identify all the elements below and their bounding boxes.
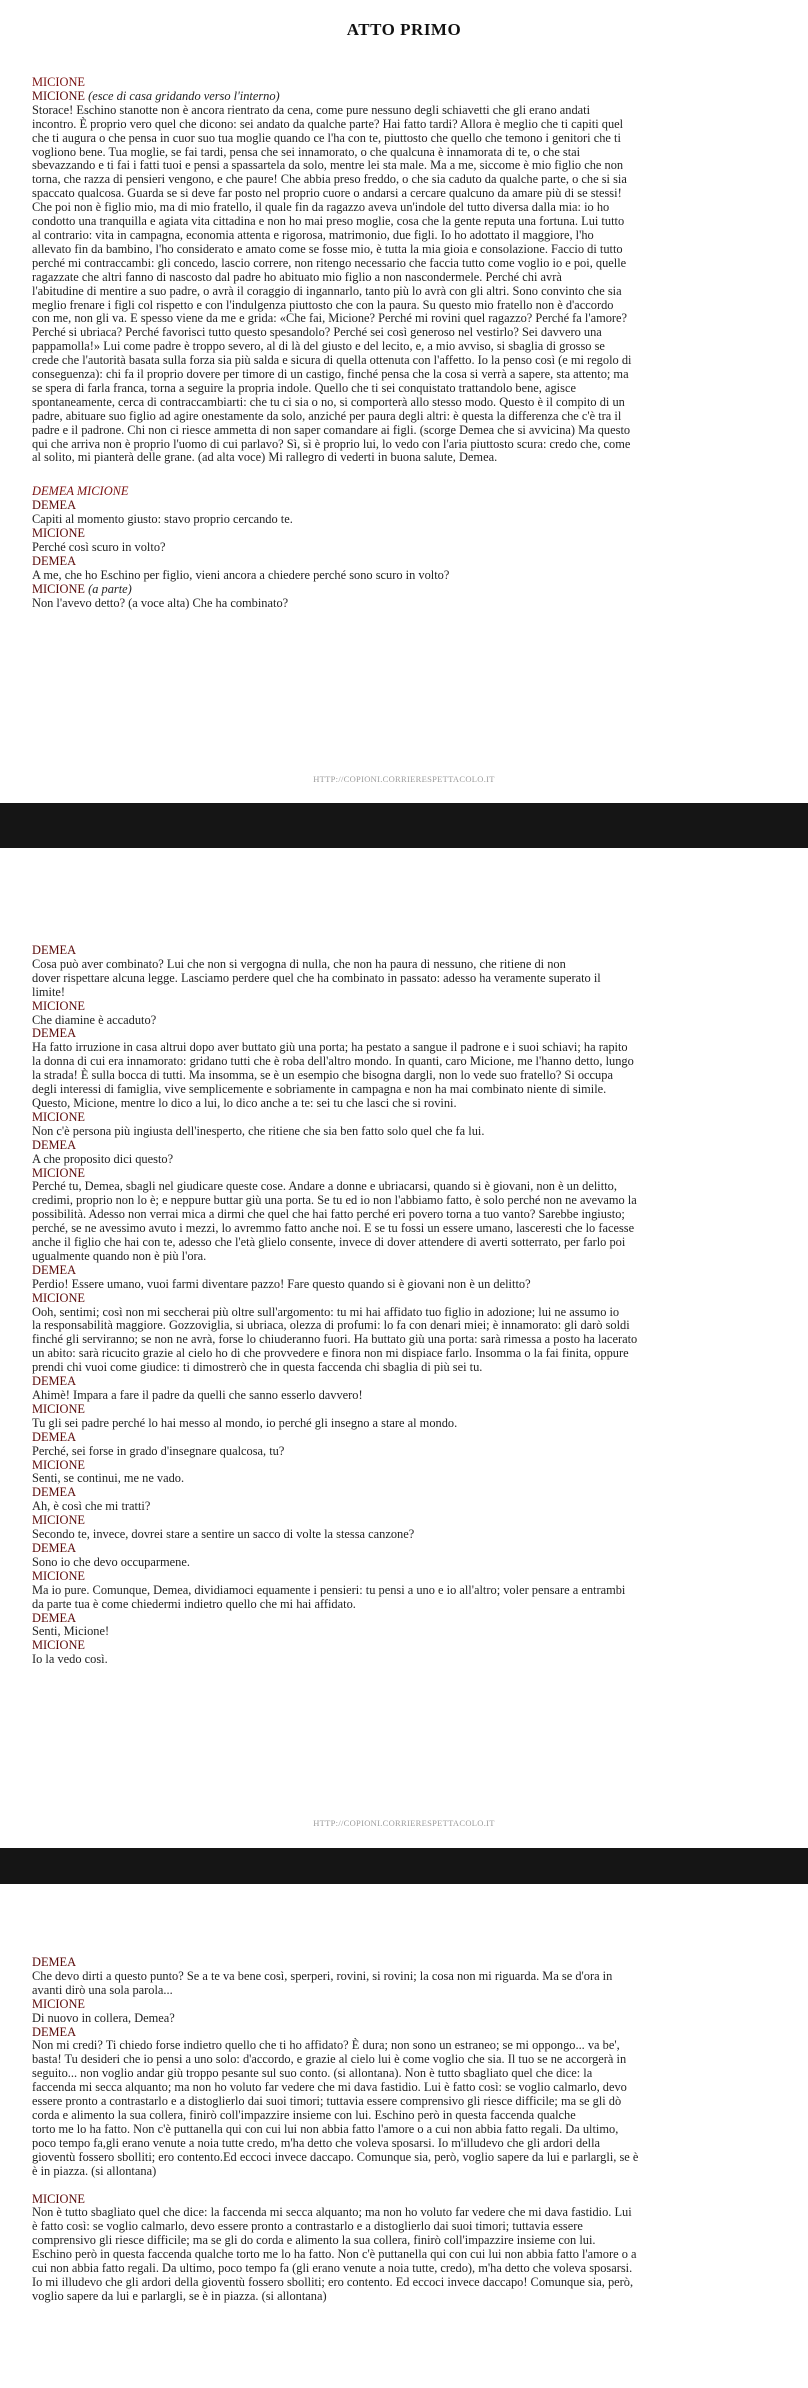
speaker-name: DEMEA <box>32 553 77 568</box>
monologue-line: meglio frenare i figli col rispetto e con l'indulgenza piuttosto che con la paura. Su questo mio fratello non è d'accordo <box>32 297 614 312</box>
monologue-line: Storace! Eschino stanotte non è ancora rientrato da cena, come pure nessuno degli schiavetti che gli erano andati <box>32 102 591 117</box>
speaker-name: MICIONE <box>32 526 85 541</box>
dialogue-line: Non c'è persona più ingiusta dell'inesperto, che ritiene che sia ben fatto solo quel che fa lui. <box>32 1123 485 1138</box>
dialogue-line: A che proposito dici questo? <box>32 1151 174 1166</box>
speaker-name: DEMEA <box>32 1540 77 1555</box>
script-page-2 <box>0 848 808 1848</box>
dialogue-line: Ah, è così che mi tratti? <box>32 1499 151 1514</box>
monologue-line: conseguenza): chi fa il proprio dovere per timore di un castigo, finché pensa che la cosa si verrà a sapere, sta attento; ma <box>32 367 629 382</box>
dialogue-line: è in piazza. (si allontana) <box>32 2163 157 2178</box>
dialogue-line: avanti dirò una sola parola... <box>32 1982 173 1997</box>
speaker-name: MICIONE <box>32 1996 85 2011</box>
dialogue-line: gioventù fossero sbolliti; ero contento.Ed eccoci invece daccapo. Comunque sia, però, voglio sapere da lui e parlargli, se è <box>32 2149 639 2164</box>
speaker-name: DEMEA <box>32 2024 77 2039</box>
speaker-name: MICIONE <box>32 1457 85 1472</box>
dialogue-line: cui non abbia fatto regali. Da ultimo, poco tempo fa (gli erano venute a noia tutte, credo), m'ha detto che voleva sposarsi. <box>32 2261 633 2276</box>
dialogue-line: la donna di cui era innamorato: gridano tutti che è roba dell'altro mondo. In quanti, caro Micione, me l'hanno detto, lungo <box>32 1054 634 1069</box>
page-3-content <box>32 1956 796 2304</box>
dialogue-line: limite! <box>32 984 66 999</box>
dialogue-line: prendi chi vuoi come giudice: ti dimostrerò che in questa faccenda chi sbaglia di più sei tu. <box>32 1360 483 1375</box>
monologue-line: che ti augura o che pensa in cuor suo tua moglie quando ce l'ha con te, piuttosto che quello che temono i genitori che ti <box>32 130 621 145</box>
speaker-name: MICIONE <box>32 1568 85 1583</box>
dialogue-line: un abito: sarà ricucito grazie al cielo ho di che provvedere e finora non mi dispiace farlo. Insomma o la fai finita, oppure <box>32 1346 629 1361</box>
script-page-1 <box>0 0 808 803</box>
dialogue-line: ugualmente quando non è più l'ora. <box>32 1248 207 1263</box>
speaker-name: MICIONE <box>32 1290 85 1305</box>
dialogue-line: Che devo dirti a questo punto? Se a te va bene così, sperperi, rovini, si rovini; la cosa non mi riguarda. Ma se d'ora in <box>32 1968 613 1983</box>
monologue-line: sbevazzando e ti fai i fatti tuoi e pensi a spassartela da solo, mentre lei sta male. Ma a me, siccome è mio figlio che non <box>32 158 624 173</box>
dialogue-line: perché, se ne avessimo avuto i mezzi, lo avremmo fatto anche noi. E se tu fossi un essere umano, lasceresti che lo facesse <box>32 1221 635 1236</box>
script-page-3 <box>0 1884 808 2388</box>
dialogue-line: possibilità. Adesso non verrai mica a dirmi che quel che hai fatto perché eri povero torna a tuo vanto? Sarebbe ingiusto; <box>32 1207 625 1222</box>
monologue-line: qui che arriva non è proprio l'uomo di cui parlavo? Sì, sì è proprio lui, lo vedo con l'aria piuttosto scura: credo che, come <box>32 436 631 451</box>
speaker-name: MICIONE <box>32 581 85 596</box>
speaker-name: MICIONE <box>32 1513 85 1528</box>
dialogue-line: la strada! È sulla bocca di tutti. Ma insomma, se è un esempio che bisogna dargli, non lo vede suo fratello? Si occupa <box>32 1068 613 1083</box>
speaker-name: MICIONE <box>32 1109 85 1124</box>
spacer <box>32 465 796 485</box>
dialogue-line: degli interessi di famiglia, vive semplicemente e sobriamente in campagna e non ha mai combinato niente di simile. <box>32 1082 607 1097</box>
speaker-name: DEMEA <box>32 1374 77 1389</box>
speaker-name: DEMEA <box>32 1262 77 1277</box>
speaker-name: DEMEA <box>32 1137 77 1152</box>
dialogue-line: Perché, sei forse in grado d'insegnare qualcosa, tu? <box>32 1443 285 1458</box>
dialogue-line: credimi, proprio non lo è; e neppure buttar giù una porta. Se tu ed io non l'abbiamo fatto, è solo perché non ne avevamo la <box>32 1193 637 1208</box>
monologue-line: condotto una tranquilla e agiata vita cittadina e non ho mai preso moglie, cosa che la gente reputa una fortuna. Lui tutto <box>32 214 625 229</box>
dialogue-line: Ma io pure. Comunque, Demea, dividiamoci equamente i pensieri: tu pensi a uno e io all'altro; voler pensare a entrambi <box>32 1582 626 1597</box>
monologue-line: perché mi contraccambi: gli concedo, lascio correre, non ritengo necessario che faccia tutto come voglio io e poi, quelle <box>32 255 627 270</box>
stage-direction: (esce di casa gridando verso l'interno) <box>88 88 280 103</box>
act-title: ATTO PRIMO <box>346 20 462 39</box>
dialogue-line: faccenda mi secca alquanto; ma non ho voluto far vedere che mi dava fastidio. Lui è fatto così: se voglio calmarlo, devo <box>32 2080 627 2095</box>
speaker-name: MICIONE <box>32 2191 85 2206</box>
dialogue-line: torto me lo ha fatto. Non c'è puttanella qui con cui lui non abbia fatto l'amore o a cui non abbia fatto regali. Da ultimo, <box>32 2121 619 2136</box>
dialogue-line: poco tempo fa,gli erano venute a noia tutte credo, m'ha detto che voleva sposarsi. Io m'illudevo che gli ardori della <box>32 2135 601 2150</box>
monologue-line: Perché si ubriaca? Perché favorisci tutto questo spesandolo? Perché sei così generoso nel vestirlo? Sei davvero una <box>32 325 602 340</box>
dialogue-line: Che diamine è accaduto? <box>32 1012 157 1027</box>
stage-direction: (a parte) <box>88 581 132 596</box>
speaker-name: MICIONE <box>32 1165 85 1180</box>
monologue-line: al solito, mi pianterà delle grane. (ad alta voce) Mi rallegro di vederti in buona salute, Demea. <box>32 450 498 465</box>
page-1-content <box>32 76 796 611</box>
dialogue-line: Capiti al momento giusto: stavo proprio cercando te. <box>32 512 293 527</box>
dialogue-line: comprensivo gli riesce difficile; ma se gli do corda e alimento la sua collera, finirò coll'impazzire insieme con lui. <box>32 2233 596 2248</box>
spacer <box>32 2179 796 2193</box>
monologue-line: incontro. È proprio vero quel che dicono: sei andato da qualche parte? Hai fatto tardi? Allora è meglio che ti capiti quel <box>32 116 624 131</box>
speaker-name: DEMEA <box>32 1429 77 1444</box>
monologue-line: torna, che razza di pensieri vengono, e che paure! Che abbia preso freddo, o che sia caduto da qualche parte, o che si sia <box>32 172 627 187</box>
dialogue-line: anche il figlio che hai con te, adesso che l'età glielo consente, invece di dover attendere di averti sotterrato, per farlo poi <box>32 1235 626 1250</box>
dialogue-line: Secondo te, invece, dovrei stare a sentire un sacco di volte la stessa canzone? <box>32 1527 415 1542</box>
dialogue-line: Di nuovo in collera, Demea? <box>32 2010 175 2025</box>
monologue-line: pappamolla!» Lui come padre è troppo severo, al di là del giusto e del lecito, e, a mio avviso, si sbaglia di grosso se <box>32 339 605 354</box>
dialogue-line: Perché così scuro in volto? <box>32 540 166 554</box>
monologue-line: spaccato qualcosa. Guarda se si deve far posto nel proprio cuore o andarsi a cercare qualcuno da amare più di se stessi! <box>32 186 622 201</box>
dialogue-line: Io mi illudevo che gli ardori della gioventù fossero sbolliti; ero contento. Ed eccoci invece daccapo! Comunque sia, però, <box>32 2274 634 2289</box>
monologue-line: allevato fin da bambino, l'ho considerato e amato come se fosse mio, è tutta la mia gioia e consolazione. Faccio di tutto <box>32 241 623 256</box>
dialogue-line: basta! Tu desideri che io pensi a uno solo: d'accordo, e grazie al cielo lui è come voglio che sia. Il tuo se ne accorgerà in <box>32 2052 627 2067</box>
monologue-line: crede che l'autorità basata sulla forza sia più salda e sicura di quella ottenuta con l'affetto. Io la penso così (e mi regolo di <box>32 353 632 368</box>
speaker-name: DEMEA <box>32 943 77 957</box>
speaker-name: DEMEA <box>32 1485 77 1500</box>
dialogue-line: Non mi credi? Ti chiedo forse indietro quello che ti ho affidato? È dura; non sono un estraneo; se mi oppongo... va be', <box>32 2038 620 2053</box>
monologue-line: Che poi non è figlio mio, ma di mio fratello, il quale fin da ragazzo aveva un'indole del tutto diversa dalla mia: io ho <box>32 200 610 215</box>
dialogue-line: Cosa può aver combinato? Lui che non si vergogna di nulla, che non ha paura di nessuno, che ritiene di non <box>32 956 566 971</box>
speaker-name: DEMEA <box>32 1610 77 1625</box>
monologue-line: vogliono bene. Tua moglie, se fai tardi, pensa che sei innamorato, o che qualcuna è innamorata di te, o che stai <box>32 144 581 159</box>
speaker-name: DEMEA <box>32 498 77 513</box>
speaker-name: DEMEA <box>32 1026 77 1041</box>
dialogue-line: Ahimè! Impara a fare il padre da quelli che sanno esserlo davvero! <box>32 1388 363 1402</box>
dialogue-line: corda e alimento la sua collera, finirò coll'impazzire insieme con lui. Eschino però in questa faccenda qualche <box>32 2107 576 2122</box>
dialogue-line: A me, che ho Eschino per figlio, vieni ancora a chiedere perché sono scuro in volto? <box>32 567 450 582</box>
dialogue-line: seguito... non voglio andar giù troppo pesante sul suo conto. (si allontana). Non è tutto sbagliato quel che dice: la <box>32 2066 593 2081</box>
page-footer-url[interactable]: HTTP://COPIONI.CORRIERESPETTACOLO.IT <box>313 1818 495 1828</box>
monologue-line: spontaneamente, cerca di contraccambiarti: che tu ci sia o no, si comporterà allo stesso modo. Questo è il compito di un <box>32 394 625 409</box>
speaker-name: MICIONE <box>32 88 85 103</box>
page-footer-url[interactable]: HTTP://COPIONI.CORRIERESPETTACOLO.IT <box>313 774 495 784</box>
dialogue-line: Io la vedo così. <box>32 1652 108 1667</box>
dialogue-line: Non è tutto sbagliato quel che dice: la faccenda mi secca alquanto; ma non ho voluto far vedere che mi dava fastidio. Lui <box>32 2205 632 2220</box>
monologue-line: padre e il padrone. Chi non ci riesce ammetta di non saper comandare ai figli. (scorge Demea che si avvicina) Ma questo <box>32 422 631 437</box>
monologue-line: se spera di farla franca, torna a seguire la propria indole. Quello che ti sei conquistato trattandolo bene, agisce <box>32 380 576 395</box>
dialogue-line: Perché tu, Demea, sbagli nel giudicare queste cose. Andare a donne e ubriacarsi, quando si è giovani, non è un delitto, <box>32 1179 617 1194</box>
dialogue-line: Questo, Micione, mentre lo dico a lui, lo dico anche a te: sei tu che lasci che si rovini. <box>32 1095 457 1110</box>
cast-heading: MICIONE <box>32 75 85 89</box>
monologue-line: al contrario: vita in campagna, economia attenta e rigorosa, matrimonio, due figli. Io ho adottato il maggiore, l'ho <box>32 227 594 242</box>
dialogue-line: Sono io che devo occuparmene. <box>32 1554 190 1569</box>
dialogue-line: Ha fatto irruzione in casa altrui dopo aver buttato giù una porta; ha pestato a sangue il padrone e i suoi schiavi; ha rapito <box>32 1040 628 1055</box>
dialogue-line: Eschino però in questa faccenda qualche torto me lo ha fatto. Non c'è puttanella qui con cui lui non abbia fatto l'amore o a <box>32 2247 637 2262</box>
dialogue-line: Senti, Micione! <box>32 1624 110 1639</box>
dialogue-line: Tu gli sei padre perché lo hai messo al mondo, io perché gli insegno a stare al mondo. <box>32 1415 458 1430</box>
speaker-name: MICIONE <box>32 1638 85 1653</box>
speaker-name: MICIONE <box>32 998 85 1013</box>
dialogue-line: Senti, se continui, me ne vado. <box>32 1471 185 1486</box>
monologue-line: con me, non gli va. E spesso viene da me e grida: «Che fai, Micione? Perché mi rovini quel ragazzo? Perché fa l'amore? <box>32 311 628 326</box>
dialogue-line: dover rispettare alcuna legge. Lasciamo perdere quel che ha combinato in passato: adesso ha veramente superato il <box>32 970 601 985</box>
dialogue-line: è fatto così: se voglio calmarlo, devo essere pronto a contrastarlo e a distoglierlo dai suoi timori; tuttavia essere <box>32 2219 583 2234</box>
speaker-name: DEMEA <box>32 1955 77 1969</box>
speaker-name: MICIONE <box>32 1401 85 1416</box>
cast-heading: DEMEA MICIONE <box>32 484 129 499</box>
monologue-line: l'abitudine di mentire a suo padre, o avrà il coraggio di ingannarlo, tanto più lo avrà con gli altri. Sono convinto che sia <box>32 283 622 298</box>
speaker-line <box>32 583 796 597</box>
dialogue-line: Ooh, sentimi; così non mi seccherai più oltre sull'argomento: tu mi hai affidato tuo figlio in adozione; lui ne assumo io <box>32 1304 620 1319</box>
dialogue-line: Perdio! Essere umano, vuoi farmi diventare pazzo! Fare questo quando si è giovani non è un delitto? <box>32 1276 531 1291</box>
page-2-content <box>32 944 796 1667</box>
dialogue-line: essere pronto a contrastarlo e a distoglierlo dai suoi timori; tuttavia essere comprensivo gli riesce difficile; ma se gli dò <box>32 2094 622 2109</box>
dialogue-line: voglio sapere da lui e parlargli, se è in piazza. (si allontana) <box>32 2288 327 2303</box>
dialogue-line: la responsabilità maggiore. Gozzoviglia, si ubriaca, olezza di profumi: lo fa con denari miei; è innamorato: gli darò soldi <box>32 1318 630 1333</box>
speaker-line <box>32 90 796 104</box>
monologue-line: ragazzate che altri fanno di nascosto dal padre ho abituato mio figlio a non nascondermele. Perché chi avrà <box>32 269 562 284</box>
monologue-line: padre, abituare suo figlio ad agire onestamente da solo, anziché per paura degli altri: è questa la differenza che c'è tra il <box>32 408 622 423</box>
monologue <box>32 104 796 466</box>
dialogue-line: Non l'avevo detto? (a voce alta) Che ha combinato? <box>32 595 289 610</box>
dialogue-line: finché gli serviranno; se non ne avrà, forse lo chiuderanno fuori. Ha buttato giù una porta: sarà rimessa a posto ha lacerato <box>32 1332 638 1347</box>
dialogue-line: da parte tua è come chiedermi indietro quello che mi hai affidato. <box>32 1596 356 1611</box>
